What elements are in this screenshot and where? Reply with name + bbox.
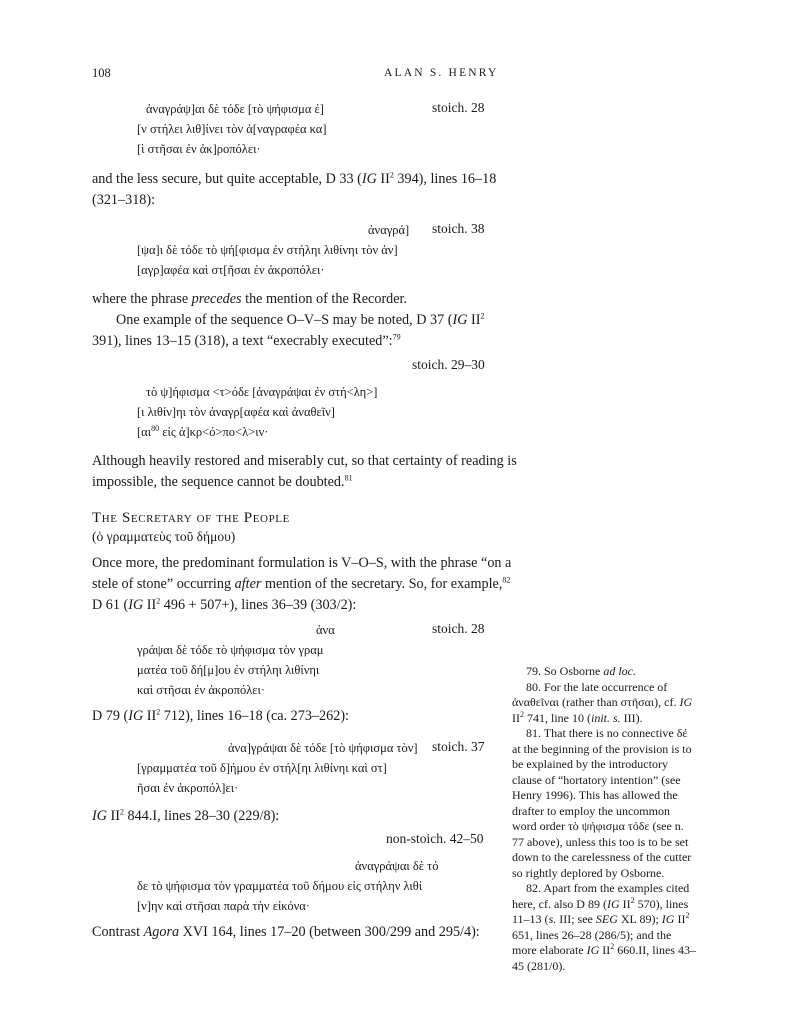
footnote-81: 81. That there is no connective δέ at the beginning of the provision is to be explained by the introductory clause of “hortatory intention” (see Henry 1996). This has allowed the drafter to employ the uncommon word order τὸ ψήφισμα τόδε (see n. 77 above), unless this too is to be set down to the carelessness of the cutter so rightly deplored by Osborne.	[512, 726, 692, 880]
inscription-line: γράψαι δὲ τόδε τὸ ψήφισμα τὸν γραμ	[137, 643, 324, 657]
body-text-line: Contrast Agora XVI 164, lines 17–20 (between 300/299 and 295/4):	[92, 924, 480, 940]
footnote-79: 79. So Osborne ad loc.	[526, 664, 637, 678]
section-subheading: (ὁ γραμματεὺς τοῦ δήμου)	[92, 529, 236, 544]
inscription-line: [ν στήλει λιθ]ίνει τὸν ἀ[ναγραφέα κα]	[137, 122, 327, 136]
inscription-line: καὶ στῆσαι ἐν ἀκροπόλει·	[137, 683, 266, 697]
inscription-line: [ν]ην καὶ στῆσαι παρὰ τὴν εἰκόνα·	[137, 899, 310, 913]
stoich-label: stoich. 29–30	[412, 357, 485, 372]
inscription-line: [$\alpha\iota^{80}$ εἰς ἀ]κρ<ό>πο<λ>ιν·	[137, 423, 269, 439]
inscription-line: ῆσαι ἐν ἀκροπόλ]ει·	[137, 781, 239, 795]
inscription-line: ἀναγράψαι δὲ τό	[355, 859, 439, 873]
stoich-label: stoich. 28	[432, 621, 485, 636]
stoich-label: stoich. 37	[432, 739, 485, 754]
body-text-line: Although heavily restored and miserably cut, so that certainty of reading is	[92, 453, 517, 469]
footnote-82: 82. Apart from the examples cited here, cf. also D 89 (IG $II^2$ 570), lines 11–13 (s. III; see SEG XL 89); IG $II^2$ 651, lines 26–28 (286/5); and the more elaborate IG $II^2$ 660.II, lines 43–45 (281/0).	[512, 881, 696, 973]
body-text-line: where the phrase precedes the mention of the Recorder.	[92, 291, 408, 307]
inscription-line: [γραμματέα τοῦ δ]ήμου ἐν στήλ[ηι λιθίνηι καὶ στ]	[137, 761, 387, 775]
body-text-line: One example of the sequence O–V–S may be noted, D 37 (IG $II^2$	[116, 311, 485, 328]
inscription-line: [ι λιθίν]ηι τὸν ἀναγρ[αφέα καὶ ἀναθεῖν]	[137, 405, 335, 419]
body-text-line: Once more, the predominant formulation is V–O–S, with the phrase “on a	[92, 555, 512, 571]
inscription-line: δε τὸ ψήφισμα τὸν γραμματέα τοῦ δήμου εἰς στήλην λιθί	[137, 879, 423, 893]
body-text-line: 391), lines 13–15 (318), a text “execrably executed”:$^{79}$	[92, 332, 401, 349]
footnotes	[512, 664, 697, 974]
body-text-line: (321–318):	[92, 192, 156, 208]
body-text-line: and the less secure, but quite acceptable, D 33 (IG $II^2$ 394), lines 16–18	[92, 170, 497, 187]
footnote-80: 80. For the late occurrence of ἀναθεῖναι (rather than στῆσαι), cf. IG $II^2$ 741, line 10 (init. s. III).	[512, 679, 693, 725]
body-text-line: D 79 (IG $II^2$ 712), lines 16–18 (ca. 273–262):	[92, 707, 349, 724]
body-text-line: impossible, the sequence cannot be doubted.$^{81}$	[92, 473, 353, 490]
inscription-line: ματέα τοῦ δή[μ]ου ἐν στήληι λιθίνηι	[137, 663, 320, 677]
inscription-line: ἀναγράψ]αι δὲ τόδε [τὸ ψήφισμα ἐ]	[146, 102, 324, 116]
inscription-line: [αγρ]αφέα καὶ στ[ῆσαι ἐν ἀκροπόλει·	[137, 263, 325, 277]
inscription-line: τὸ ψ]ήφισμα <τ>όδε [ἀναγράψαι ἐν στή<λη>]	[146, 385, 378, 399]
stoich-label: stoich. 38	[432, 221, 485, 236]
inscription-line: ἀνα]γράψαι δὲ τόδε [τὸ ψήφισμα τὸν]	[228, 741, 418, 755]
stoich-label: non-stoich. 42–50	[386, 831, 484, 846]
inscription-line: [ὶ στῆσαι ἐν ἀκ]ροπόλει·	[137, 142, 261, 156]
page-number: 108	[92, 66, 111, 80]
stoich-label: stoich. 28	[432, 100, 485, 115]
running-head: ALAN S. HENRY	[384, 67, 499, 79]
inscription-line: ἀνα	[316, 623, 335, 637]
inscription-line: [ψα]ι δὲ τόδε τὸ ψή[φισμα ἐν στήληι λιθίνηι τὸν ἀν]	[137, 243, 398, 257]
section-heading: The Secretary of the People	[92, 510, 290, 526]
inscription-line: ἀναγρά]	[368, 223, 410, 237]
body-text-line: IG $II^2$ 844.I, lines 28–30 (229/8):	[92, 807, 280, 824]
body-text-line: stele of stone” occurring after mention of the secretary. So, for example,$^{82}$	[92, 575, 511, 592]
body-text-line: D 61 (IG $II^2$ 496 + 507+), lines 36–39 (303/2):	[92, 596, 357, 613]
